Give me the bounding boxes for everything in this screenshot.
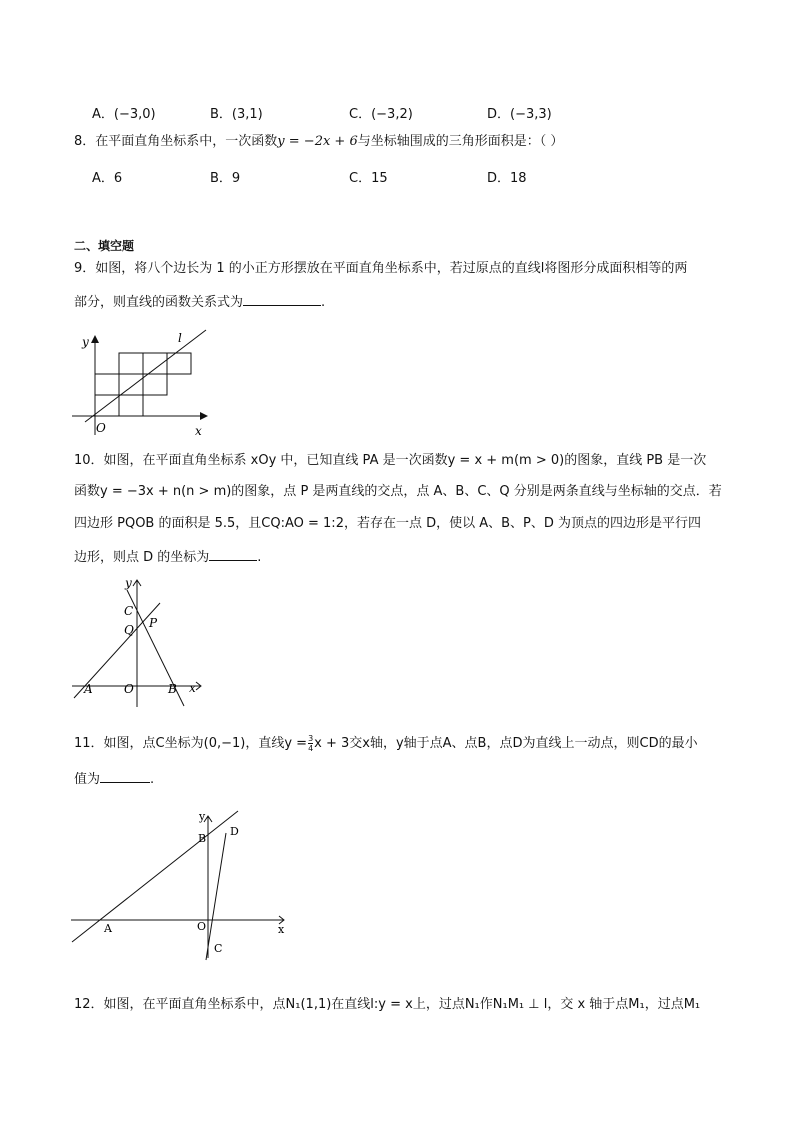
q10-line-2: 函数y = −3x + n(n > m)的图象，点 P 是两直线的交点，点 A、B、C、Q 分别是两条直线与坐标轴的交点．若 [74,484,722,499]
q9-figure [68,325,218,440]
q10-figure [68,575,208,710]
grid-square [119,353,143,374]
q12-line-1: 12．如图，在平面直角坐标系中，点N₁(1,1)在直线l:y = x上，过点N₁作N₁M₁ ⊥ l，交 x 轴于点M₁，过点M₁ [74,997,701,1012]
grid-square [95,374,119,395]
label-y: y [199,810,206,823]
q10-line-3: 四边形 PQOB 的面积是 5.5，且CQ:AO = 1:2，若存在一点 D，使以 A、B、P、D 为顶点的四边形是平行四 [74,516,702,531]
q9-answer-blank[interactable] [243,291,321,306]
label-y: y [82,335,89,349]
label-x: x [195,424,202,438]
q8-option-c: C．15 [349,171,388,186]
line-ab [72,811,238,942]
q8-option-a: A．6 [92,171,123,186]
grid-square [143,353,167,374]
grid-square [119,374,143,395]
label-q: Q [124,623,134,637]
segment-cd [206,833,226,960]
q9-line-1: 9．如图，将八个边长为 1 的小正方形摆放在平面直角坐标系中，若过原点的直线l将图形分成面积相等的两 [74,261,688,276]
grid-square [143,374,167,395]
q10-line-1: 10．如图，在平面直角坐标系 xOy 中，已知直线 PA 是一次函数y = x + m(m > 0)的图象，直线 PB 是一次 [74,453,707,468]
label-d: D [230,825,239,838]
q11-line-1: 11．如图，点C坐标为(0,−1)，直线y = $\frac{3}{4}$ x + 3交x轴，y轴于点A、点B，点D为直线上一动点，则CD的最小 [74,734,698,753]
q7-option-a: A．(−3,0) [92,107,156,122]
section-title: 二、填空题 [74,239,135,253]
fraction-three-quarters: $\frac{3}{4}$ [308,734,314,753]
q8-option-b: B．9 [210,171,241,186]
label-c: C [214,942,223,955]
q7-option-d: D．(−3,3) [487,107,552,122]
grid-square [167,353,191,374]
label-x: x [278,923,285,936]
q9-line-2: 部分，则直线的函数关系式为 . [74,291,325,313]
label-c: C [124,604,134,618]
q7-option-c: C．(−3,2) [349,107,413,122]
label-b: B [198,832,207,845]
q11-figure [68,808,298,970]
label-o: O [197,920,207,933]
line-l [85,330,206,422]
label-x: x [189,681,196,695]
q10-answer-blank[interactable] [209,546,257,561]
label-p: P [149,616,158,630]
label-a: A [84,682,93,696]
label-l: l [178,331,182,345]
grid-square [119,395,143,416]
q10-line-4: 边形，则点 D 的坐标为 . [74,546,261,568]
label-o: O [96,421,106,435]
q11-line-2: 值为 . [74,768,154,790]
label-a: A [104,922,112,935]
label-o: O [124,682,134,696]
q11-answer-blank[interactable] [100,768,150,783]
q8-option-d: D．18 [487,171,527,186]
q8-question: 8．在平面直角坐标系中，一次函数y = −2x + 6与坐标轴围成的三角形面积是：（ ） [74,134,564,149]
q7-option-b: B．(3,1) [210,107,263,122]
label-y: y [125,576,132,590]
label-b: B [168,682,177,696]
